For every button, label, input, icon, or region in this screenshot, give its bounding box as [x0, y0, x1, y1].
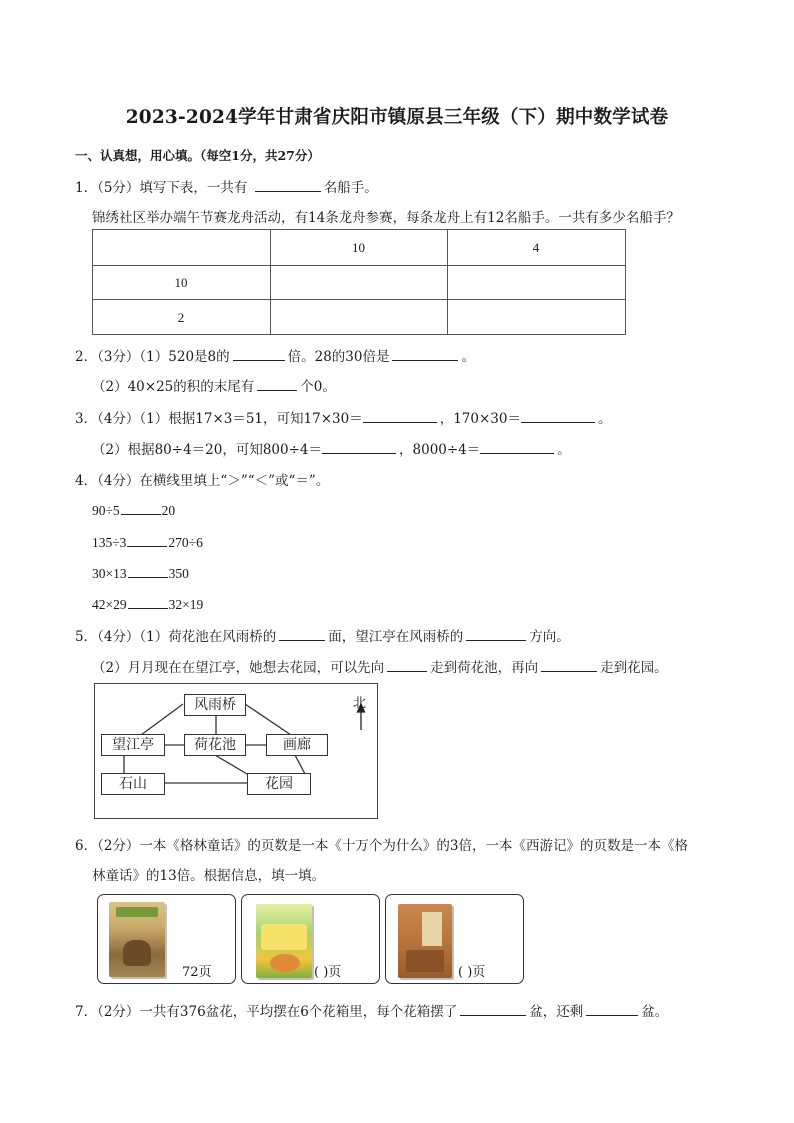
text: （2）月月现在在望江亭，她想去花园，可以先向 [92, 660, 385, 676]
question-1-tail: 名船手。 [323, 180, 378, 196]
text: 350 [168, 566, 189, 581]
book-card-xiyouji [385, 894, 524, 984]
answer-blank[interactable] [363, 408, 437, 423]
text: 走到荷花池，再向 [430, 660, 539, 676]
cover-illustration [123, 940, 151, 966]
text: 32×19 [168, 597, 204, 612]
question-1-text: 1．（5分）填写下表，一共有 [75, 180, 248, 196]
north-label: 北 [353, 696, 367, 711]
table-cell-input[interactable] [448, 300, 625, 334]
text: 个0。 [300, 379, 336, 395]
question-2-line-1 [75, 345, 475, 365]
text: 。 [557, 442, 571, 458]
question-6-line-1: 6．（2分）一本《格林童话》的页数是一本《十万个为什么》的3倍，一本《西游记》的页数是一本《格 [75, 838, 689, 854]
answer-blank[interactable] [521, 408, 595, 423]
shiwange-book-cover-image [256, 904, 312, 978]
answer-blank[interactable] [121, 500, 161, 515]
cover-illustration [406, 950, 444, 972]
table-cell-input[interactable] [448, 266, 625, 299]
cover-title-panel [422, 912, 442, 946]
table-header-1: 10 [352, 240, 365, 255]
question-7 [75, 1000, 668, 1020]
text: 90÷5 [92, 503, 120, 518]
text: 方向。 [529, 629, 570, 645]
book-card-shiwange [241, 894, 380, 984]
location-map [94, 683, 378, 819]
text: 135÷3 [92, 535, 127, 550]
text: 30×13 [92, 566, 127, 581]
text: 面，望江亭在风雨桥的 [328, 629, 464, 645]
map-node-shishan: 石山 [101, 773, 165, 795]
answer-blank[interactable] [128, 563, 168, 578]
question-3-line-1 [75, 407, 611, 427]
table-header-2: 4 [532, 240, 540, 255]
table-row-header-2: 2 [177, 310, 185, 325]
text: 20 [161, 503, 176, 518]
text: （2）40×25的积的末尾有 [92, 379, 255, 395]
text: 盆。 [641, 1004, 669, 1020]
text: ，8000÷4＝ [399, 442, 481, 458]
answer-blank[interactable] [460, 1001, 526, 1016]
text: 走到花园。 [600, 660, 668, 676]
multiplication-table [92, 229, 626, 334]
question-5-line-1 [75, 625, 570, 645]
map-node-huayuan: 花园 [247, 773, 311, 795]
map-node-fengyuqiao: 风雨桥 [184, 694, 246, 716]
text: 。 [597, 411, 612, 427]
answer-blank[interactable] [257, 376, 297, 391]
question-4: 4．（4分）在横线里填上“＞”“＜”或“＝”。 [75, 473, 330, 489]
table-row-header-1: 10 [174, 275, 188, 290]
answer-blank[interactable] [279, 626, 325, 641]
text: 。 [461, 349, 475, 365]
answer-blank[interactable] [127, 532, 167, 547]
question-1-description: 锦绣社区举办端午节赛龙舟活动，有14条龙舟参赛，每条龙舟上有12名船手。一共有多少名船手？ [92, 210, 680, 226]
text: （2）根据80÷4＝20，可知800÷4＝ [92, 442, 323, 458]
xiyouji-book-cover-image [398, 904, 452, 978]
grimm-book-cover-image [109, 902, 165, 977]
question-3-line-2 [92, 438, 571, 458]
question-6-line-2: 林童话》的13倍。根据信息，填一填。 [92, 868, 326, 884]
answer-blank[interactable] [387, 657, 427, 672]
page-count-label: ( )页 [458, 965, 486, 980]
answer-blank[interactable] [322, 439, 396, 454]
answer-blank[interactable] [233, 346, 285, 361]
question-1 [75, 176, 378, 196]
map-node-wangjiangting: 望江亭 [101, 734, 165, 756]
text: 2．（3分）（1）520是8的 [75, 349, 230, 365]
text: 倍。28的30倍是 [287, 349, 390, 365]
text: 5．（4分）（1）荷花池在风雨桥的 [75, 629, 277, 645]
answer-blank[interactable] [466, 626, 526, 641]
map-node-hualang: 画廊 [266, 734, 328, 756]
text: 270÷6 [168, 535, 203, 550]
text: 3．（4分）（1）根据17×3＝51，可知17×30＝ [75, 411, 363, 427]
cover-label-decoration [116, 907, 158, 917]
compare-item [92, 500, 175, 519]
text: 42×29 [92, 597, 127, 612]
section-heading: 一、认真想，用心填。（每空1分，共27分） [75, 148, 320, 163]
compare-item [92, 563, 189, 582]
answer-blank[interactable] [255, 177, 321, 192]
compare-item [92, 594, 203, 613]
answer-blank[interactable] [392, 346, 458, 361]
cover-title-decoration [261, 924, 307, 950]
compare-item [92, 532, 203, 551]
text: ，170×30＝ [439, 411, 521, 427]
page-count-label: ( )页 [314, 965, 342, 980]
question-5-line-2 [92, 656, 668, 676]
map-node-hehuachi: 荷花池 [184, 734, 246, 756]
cover-illustration [270, 954, 300, 972]
text: 盆，还剩 [529, 1004, 584, 1020]
answer-blank[interactable] [541, 657, 597, 672]
answer-blank[interactable] [480, 439, 554, 454]
page-title: 2023-2024学年甘肃省庆阳市镇原县三年级（下）期中数学试卷 [125, 107, 669, 128]
answer-blank[interactable] [128, 594, 168, 609]
answer-blank[interactable] [586, 1001, 638, 1016]
table-cell-input[interactable] [271, 300, 447, 334]
table-cell-input[interactable] [271, 266, 447, 299]
question-2-line-2 [92, 375, 336, 395]
book-card-grimm [97, 894, 236, 984]
text: 7．（2分）一共有376盆花，平均摆在6个花箱里，每个花箱摆了 [75, 1004, 458, 1020]
page-count-label: 72页 [182, 965, 212, 980]
